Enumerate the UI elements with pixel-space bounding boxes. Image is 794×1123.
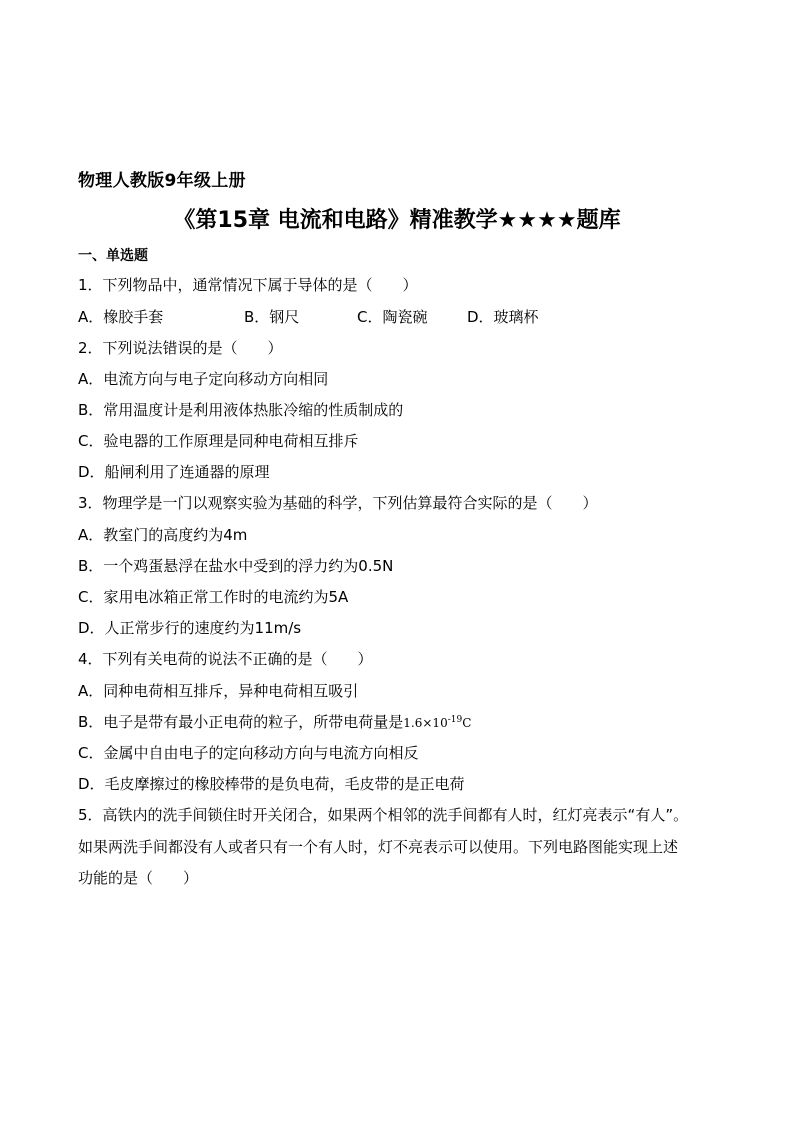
section-heading: 一、单选题 bbox=[78, 248, 148, 264]
question-2-option-c: C．验电器的工作原理是同种电荷相互排斥 bbox=[78, 432, 359, 450]
charge-base: 1.6×10 bbox=[403, 716, 448, 730]
question-2-option-a: A．电流方向与电子定向移动方向相同 bbox=[78, 370, 329, 388]
question-1-options bbox=[78, 307, 718, 327]
question-1-stem: 1．下列物品中，通常情况下属于导体的是（ ） bbox=[78, 276, 418, 294]
charge-unit: C bbox=[462, 716, 472, 730]
question-1-option-b: B．钢尺 bbox=[244, 308, 300, 326]
textbook-subtitle: 物理人教版9年级上册 bbox=[78, 171, 246, 191]
question-2-option-b: B．常用温度计是利用液体热胀冷缩的性质制成的 bbox=[78, 401, 404, 419]
question-1-option-c: C．陶瓷碗 bbox=[357, 308, 428, 326]
question-4-option-b: B．电子是带有最小正电荷的粒子，所带电荷量是 bbox=[78, 713, 404, 731]
question-5-stem-line-2: 如果两洗手间都没有人或者只有一个有人时，灯不亮表示可以使用。下列电路图能实现上述 bbox=[78, 838, 679, 856]
question-2-stem: 2．下列说法错误的是（ ） bbox=[78, 339, 283, 357]
charge-value bbox=[403, 716, 471, 730]
question-4-option-c: C．金属中自由电子的定向移动方向与电流方向相反 bbox=[78, 744, 419, 762]
question-4-option-d: D．毛皮摩擦过的橡胶棒带的是负电荷，毛皮带的是正电荷 bbox=[78, 775, 465, 793]
question-1-option-d: D．玻璃杯 bbox=[467, 308, 539, 326]
question-3-option-d: D．人正常步行的速度约为11m/s bbox=[78, 619, 302, 637]
question-3-option-c: C．家用电冰箱正常工作时的电流约为5A bbox=[78, 588, 349, 606]
question-3-option-b: B．一个鸡蛋悬浮在盐水中受到的浮力约为0.5N bbox=[78, 557, 394, 575]
charge-exponent: -19 bbox=[447, 715, 463, 725]
question-1-option-a: A．橡胶手套 bbox=[78, 308, 164, 326]
question-4-stem: 4．下列有关电荷的说法不正确的是（ ） bbox=[78, 650, 373, 668]
question-5-stem-line-1: 5．高铁内的洗手间锁住时开关闭合，如果两个相邻的洗手间都有人时，红灯亮表示“有人”。 bbox=[78, 806, 689, 824]
question-3-stem: 3．物理学是一门以观察实验为基础的科学，下列估算最符合实际的是（ ） bbox=[78, 494, 598, 512]
question-5-stem-line-3: 功能的是（ ） bbox=[78, 869, 199, 887]
question-2-option-d: D．船闸利用了连通器的原理 bbox=[78, 463, 270, 481]
question-4-option-a: A．同种电荷相互排斥，异种电荷相互吸引 bbox=[78, 682, 359, 700]
page-title: 《第15章 电流和电路》精准教学★★★★题库 bbox=[173, 208, 621, 233]
question-4-option-b-row bbox=[78, 712, 471, 733]
question-3-option-a: A．教室门的高度约为4m bbox=[78, 526, 248, 544]
